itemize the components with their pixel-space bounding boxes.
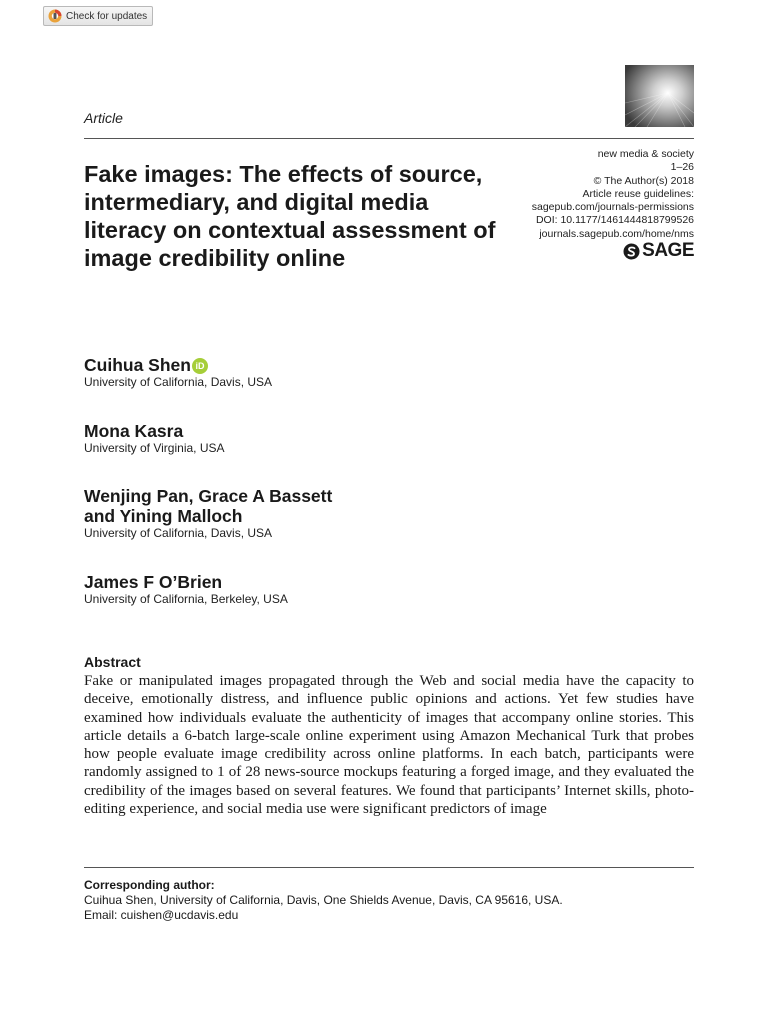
abstract-body: Fake or manipulated images propagated through the Web and social media have the capacity to deceive, emotionally distress, and influence public opinions and actions. Yet few studies have examined how individuals evaluate the authenticity of images that accompany online stories. This article details a 6-batch large-scale online experiment using Amazon Mechanical Turk that probes how people evaluate image credibility across online platforms. In each batch, participants were randomly assigned to 1 of 28 news-source mockups featuring a forged image, and they evaluated the credibility of the images based on several features. We found that participants’ Internet skills, photo-editing experience, and social media use were significant predictors of image xyxy=(84,673,694,818)
journal-metadata xyxy=(532,148,694,241)
page-range: 1–26 xyxy=(670,161,694,174)
sage-logo xyxy=(623,241,694,261)
article-type-label: Article xyxy=(84,110,123,126)
check-for-updates-button[interactable] xyxy=(43,6,153,26)
author-name: Wenjing Pan, Grace A Bassett xyxy=(84,486,333,506)
corresponding-author-note xyxy=(84,878,563,923)
reuse-guidelines-link[interactable]: sagepub.com/journals-permissions xyxy=(531,201,694,214)
orcid-icon[interactable]: iD xyxy=(192,358,208,374)
abstract-heading: Abstract xyxy=(84,654,141,670)
author-block-1 xyxy=(84,355,272,389)
author-name: Mona Kasra xyxy=(84,421,184,441)
header-divider xyxy=(84,138,694,139)
journal-homepage-link[interactable]: journals.sagepub.com/home/nms xyxy=(539,227,694,240)
author-block-2 xyxy=(84,421,225,455)
author-affiliation: University of California, Berkeley, USA xyxy=(84,592,288,606)
corresponding-author-address: Cuihua Shen, University of California, Davis, One Shields Avenue, Davis, CA 95616, USA. xyxy=(84,893,563,907)
author-block-4 xyxy=(84,572,288,606)
check-for-updates-label: Check for updates xyxy=(66,10,148,22)
footer-divider xyxy=(84,867,694,868)
author-affiliation: University of California, Davis, USA xyxy=(84,375,273,389)
article-title: Fake images: The effects of source, intermediary, and digital media literacy on contextual assessment of image credibility online xyxy=(84,161,496,271)
corresponding-author-email[interactable]: Email: cuishen@ucdavis.edu xyxy=(84,908,239,922)
author-block-3 xyxy=(84,486,332,540)
author-name: Cuihua Shen iD xyxy=(84,355,272,375)
corresponding-author-heading: Corresponding author: xyxy=(84,878,215,892)
author-affiliation: University of California, Davis, USA xyxy=(84,526,273,540)
doi-link[interactable]: DOI: 10.1177/1461444818799526 xyxy=(535,214,694,227)
journal-cover-image xyxy=(625,65,694,127)
author-affiliation: University of Virginia, USA xyxy=(84,441,225,455)
sage-logo-wordmark: SAGE xyxy=(642,240,694,261)
crossmark-icon xyxy=(48,9,62,23)
copyright-notice: © The Author(s) 2018 xyxy=(593,174,694,187)
sage-logo-icon xyxy=(623,243,640,260)
author-name: James F O’Brien xyxy=(84,572,223,592)
author-name-continued: and Yining Malloch xyxy=(84,506,243,526)
journal-name: new media & society xyxy=(597,148,694,160)
reuse-guidelines-label: Article reuse guidelines: xyxy=(582,187,694,200)
